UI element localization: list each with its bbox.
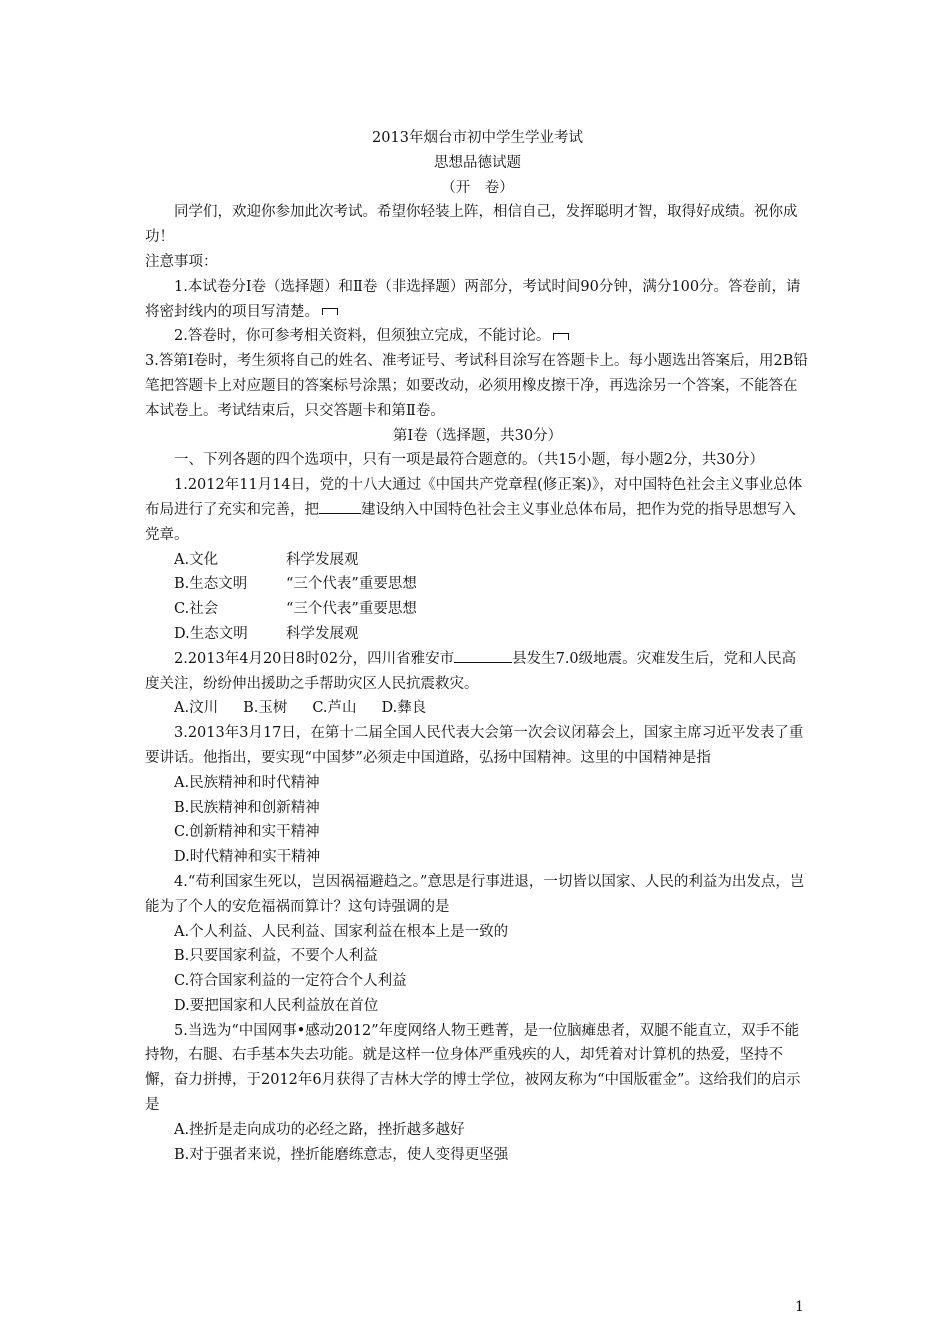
question-2-stem	[145, 647, 810, 697]
question-1-stem	[145, 473, 810, 547]
question-1	[145, 473, 810, 647]
answer-blank	[454, 648, 512, 663]
option-c: C.芦山	[312, 700, 357, 717]
option-c-key: C.社会	[174, 601, 219, 618]
option-b-key: B.生态文明	[174, 576, 248, 593]
option-d: D.彝良	[381, 700, 427, 717]
question-5-stem: 5.当选为“中国网事•感动2012”年度网络人物王甦菁，是一位脑瘫患者，双腿不能直立，双手不能持物，右腿、右手基本失去功能。就是这样一位身体严重残疾的人，却凭着对计算机的热爱，坚持不懈，奋力拼搏，于2012年6月获得了吉林大学的博士学位，被网友称为“中国版霍金”。这给我们的启示是	[145, 1022, 801, 1114]
option-c: C.创新精神和实干精神	[174, 824, 320, 841]
option-b-value: “三个代表”重要思想	[286, 576, 417, 593]
intro-text: 同学们，欢迎你参加此次考试。希望你轻装上阵，相信自己，发挥聪明才智，取得好成绩。祝你成功！	[145, 204, 798, 246]
notice-item-3: 3.答第Ⅰ卷时，考生须将自己的姓名、准考证号、考试科目涂写在答题卡上。每小题选出答案后，用2B铅笔把答题卡上对应题目的答案标号涂黑；如要改动，必须用橡皮擦干净，再选涂另一个答案，不能答在本试卷上。考试结束后，只交答题卡和第Ⅱ卷。	[145, 353, 808, 419]
notice-item-1-text: 1.本试卷分Ⅰ卷（选择题）和Ⅱ卷（非选择题）两部分，考试时间90分钟，满分100分。答卷前，请将密封线内的项目写清楚。	[145, 278, 801, 320]
option-a: A.民族精神和时代精神	[174, 774, 320, 791]
question-2	[145, 647, 810, 721]
option-a-value: 科学发展观	[286, 551, 359, 568]
option-c: C.符合国家利益的一定符合个人利益	[174, 973, 407, 990]
exam-page	[145, 126, 810, 1167]
question-1-options	[145, 548, 810, 647]
question-4	[145, 870, 810, 1019]
question-5	[145, 1019, 810, 1168]
question-2-options	[145, 696, 810, 721]
notice-label: 注意事项：	[145, 253, 218, 270]
option-b: B.民族精神和创新精神	[174, 799, 320, 816]
option-b: B.只要国家利益，不要个人利益	[174, 948, 378, 965]
exam-title: 2013年烟台市初中学生学业考试	[372, 130, 583, 146]
option-c-value: “三个代表”重要思想	[286, 601, 417, 618]
answer-blank	[319, 499, 361, 514]
option-b: B.玉树	[243, 700, 288, 717]
question-1-stem-part-c: 作为党的指导思想写入党章。	[145, 501, 796, 543]
question-2-stem-part-b: 县发生7.0级地震。灾难发生后，党和人民高度关注，纷纷伸出援助之手帮助灾区人民抗震救灾。	[145, 650, 797, 692]
notice-item-1	[145, 275, 810, 325]
section-1-title: 第Ⅰ卷（选择题，共30分）	[392, 427, 563, 444]
question-3	[145, 721, 810, 870]
option-d: D.要把国家和人民利益放在首位	[174, 997, 379, 1014]
option-d: D.时代精神和实干精神	[174, 849, 321, 866]
page-number: 1	[795, 1299, 804, 1315]
question-1-stem-part-b: 建设纳入中国特色社会主义事业总体布局，把	[361, 501, 651, 518]
edit-mark-icon	[322, 308, 338, 315]
option-d-key: D.生态文明	[174, 625, 248, 642]
option-a: A.挫折是走向成功的必经之路，挫折越多越好	[174, 1121, 465, 1138]
exam-subject: 思想品德试题	[434, 154, 521, 171]
notice-item-2-text: 2.答卷时，你可参考相关资料，但须独立完成，不能讨论。	[174, 328, 551, 345]
option-b: B.对于强者来说，挫折能磨练意志，使人变得更坚强	[174, 1146, 509, 1163]
question-1-stem-part-a: 1.2012年11月14日，党的十八大通过《中国共产党章程(修正案)》，对中国特色社会主义事业总体布局进行了充实和完善，把	[145, 477, 803, 518]
question-2-stem-part-a: 2.2013年4月20日8时02分，四川省雅安市	[174, 650, 455, 667]
option-a: A.个人利益、人民利益、国家利益在根本上是一致的	[174, 923, 509, 940]
option-d-value: 科学发展观	[286, 625, 359, 642]
option-a-key: A.文化	[174, 551, 219, 568]
question-3-stem: 3.2013年3月17日，在第十二届全国人民代表大会第一次会议闭幕会上，国家主席习近平发表了重要讲话。他指出，要实现“中国梦”必须走中国道路，弘扬中国精神。这里的中国精神是指	[145, 725, 804, 766]
notice-item-2	[145, 324, 810, 349]
option-a: A.汶川	[174, 700, 219, 717]
exam-note: （开 卷）	[441, 179, 514, 196]
question-4-stem: 4.“苟利国家生死以，岂因祸福避趋之。”意思是行事进退，一切皆以国家、人民的利益为出发点，岂能为了个人的安危福祸而算计？这句诗强调的是	[145, 873, 805, 915]
section-1-instruction: 一、下列各题的四个选项中，只有一项是最符合题意的。（共15小题，每小题2分，共30分）	[174, 452, 764, 469]
edit-mark-icon	[553, 333, 569, 340]
